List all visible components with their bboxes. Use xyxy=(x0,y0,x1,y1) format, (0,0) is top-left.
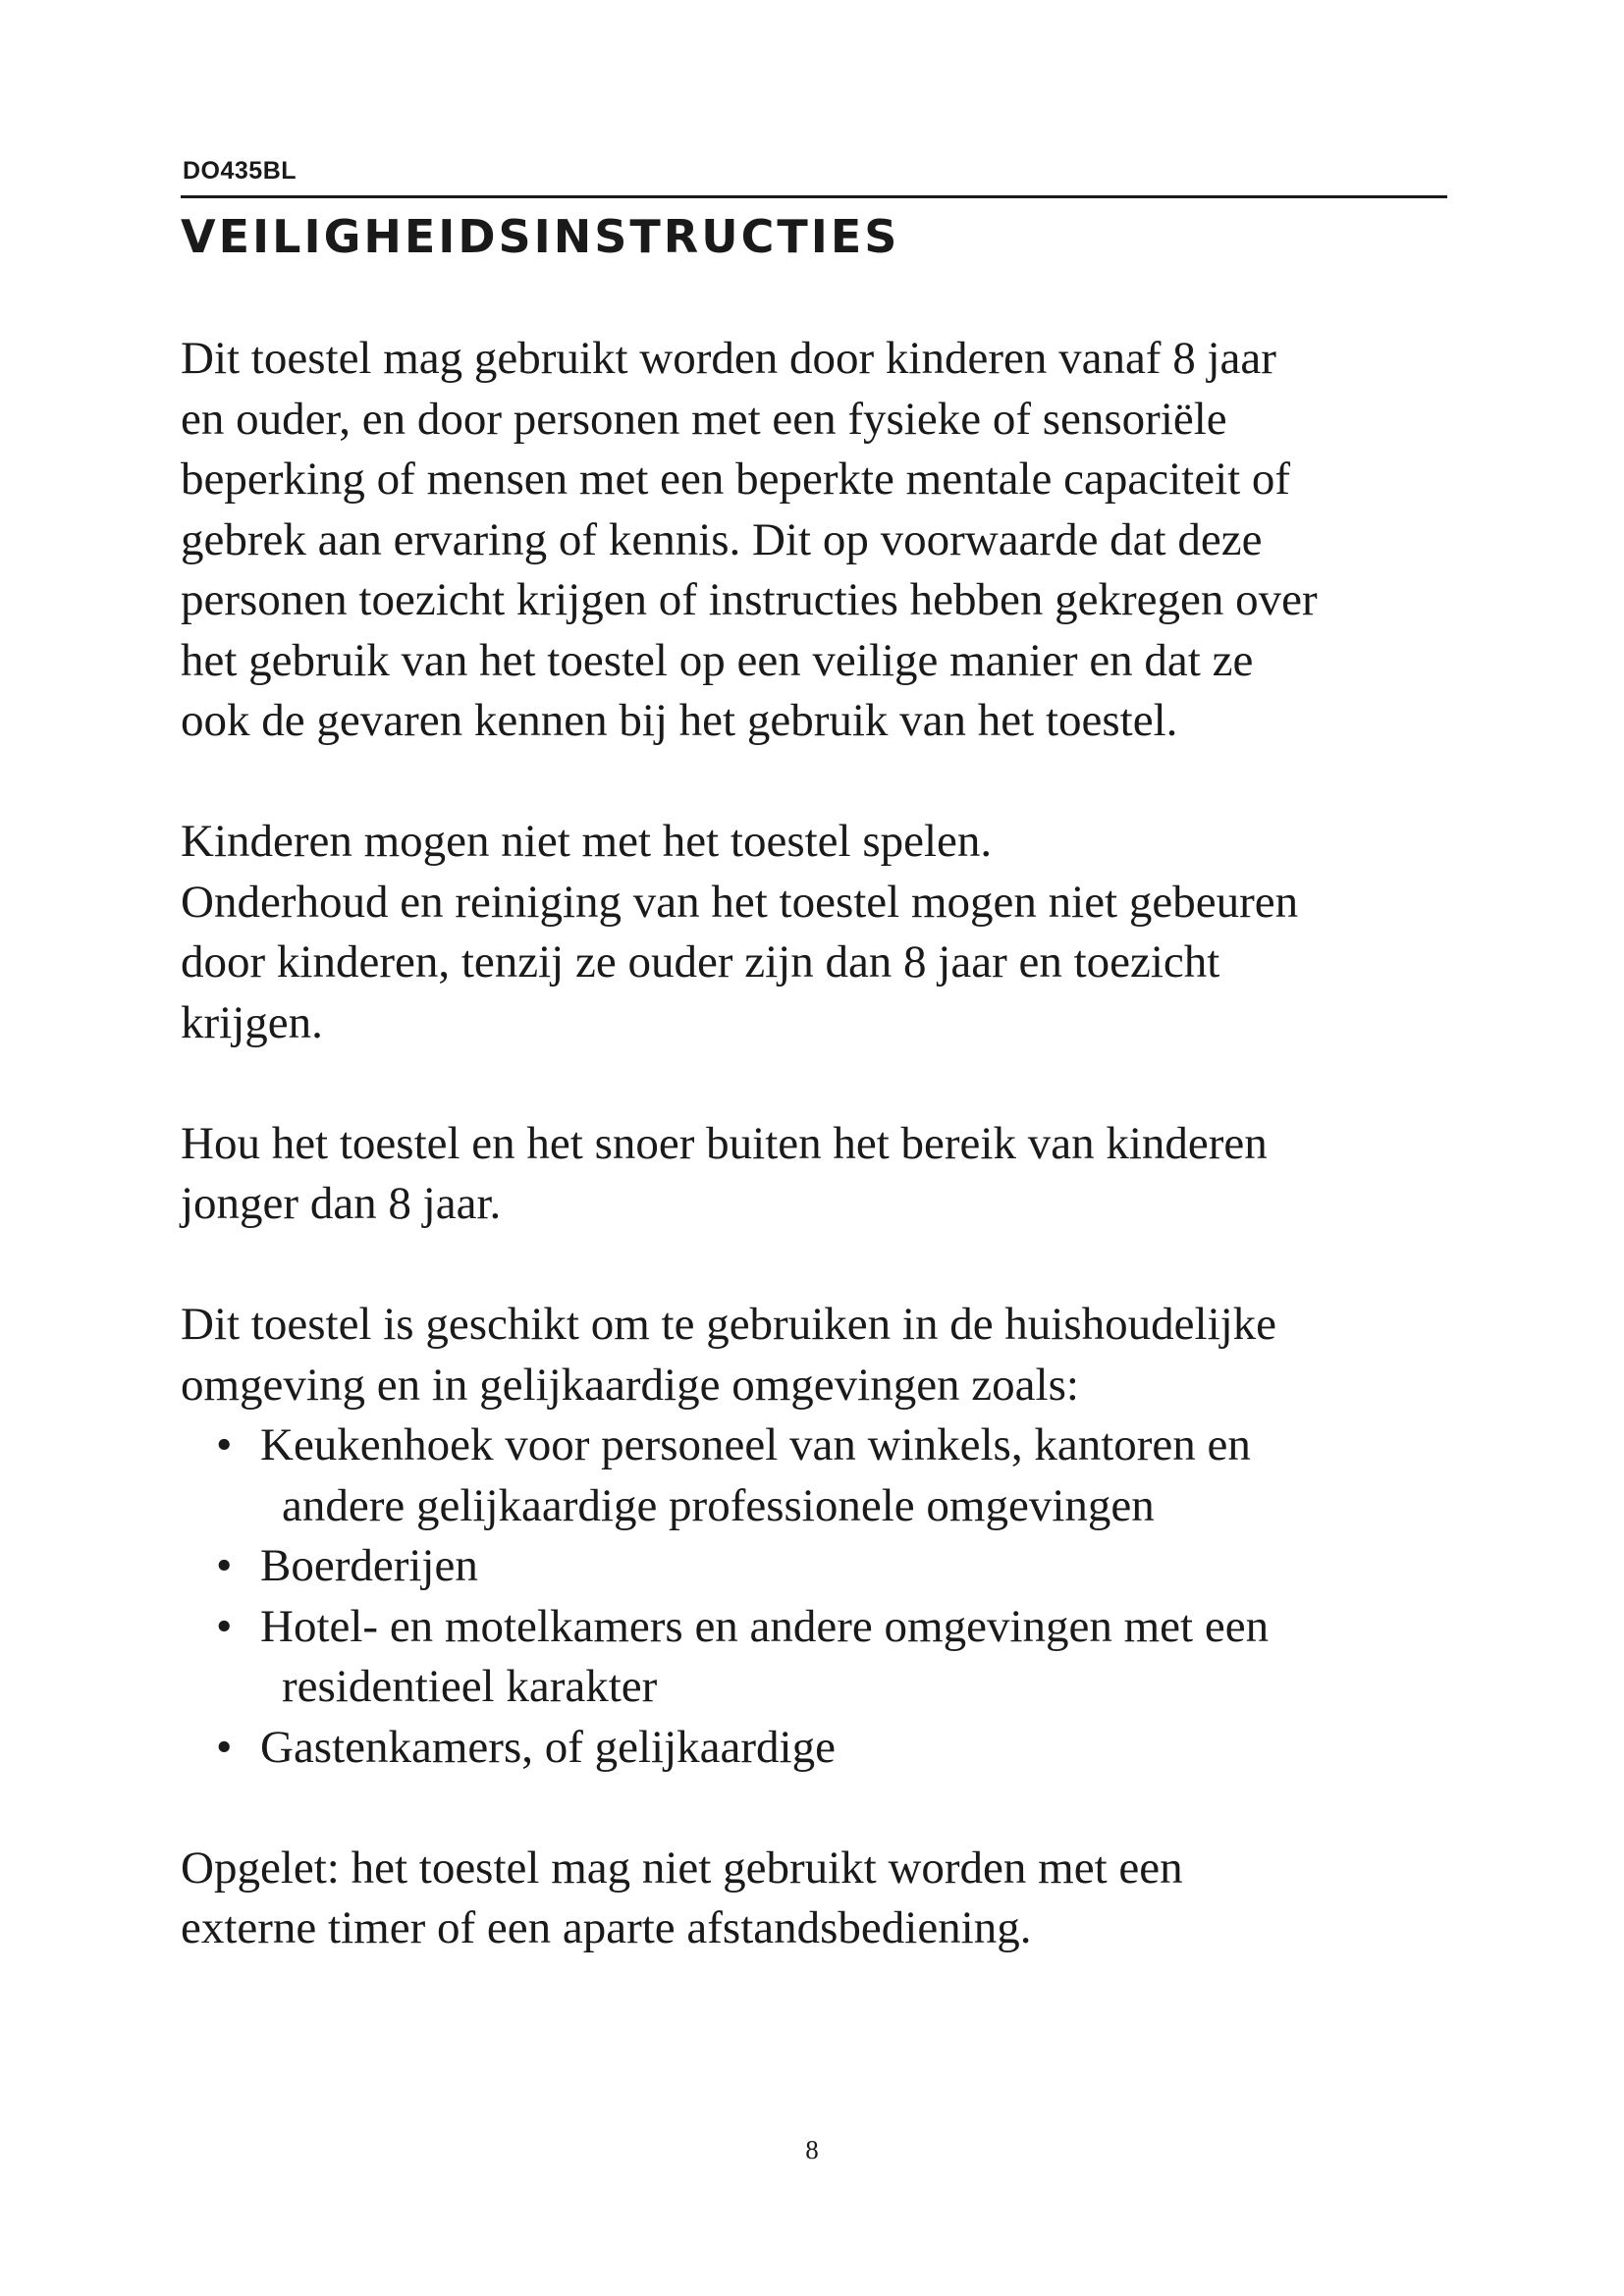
text-line: Hou het toestel en het snoer buiten het bereik van kinderen xyxy=(181,1117,1268,1169)
text-line: door kinderen, tenzij ze ouder zijn dan 8 jaar en toezicht xyxy=(181,936,1220,988)
bullet-icon: • xyxy=(216,1600,233,1652)
page-title: VEILIGHEIDSINSTRUCTIES xyxy=(181,210,900,263)
list-item-text-continued: andere gelijkaardige professionele omgevingen xyxy=(282,1479,1155,1531)
paragraph-cord-reach xyxy=(181,1114,1457,1235)
text-line: personen toezicht krijgen of instructies hebben gekregen over xyxy=(181,574,1318,625)
list-item-text: Hotel- en motelkamers en andere omgevingen met een xyxy=(260,1600,1270,1652)
text-line: krijgen. xyxy=(181,996,323,1048)
list-item xyxy=(181,1718,1457,1779)
paragraph-suitable-environments xyxy=(181,1295,1457,1415)
text-line: Dit toestel is geschikt om te gebruiken in de huishoudelijke xyxy=(181,1299,1277,1350)
page-number: 8 xyxy=(805,2135,819,2164)
text-line: het gebruik van het toestel op een veilige manier en dat ze xyxy=(181,634,1254,686)
text-line: externe timer of een aparte afstandsbediening. xyxy=(181,1902,1032,1953)
bullet-icon: • xyxy=(216,1419,233,1470)
list-item xyxy=(181,1597,1457,1718)
document-body xyxy=(181,329,1457,2019)
bullet-icon: • xyxy=(216,1721,233,1773)
paragraph-usage-conditions xyxy=(181,329,1457,752)
text-line: Kinderen mogen niet met het toestel spelen. xyxy=(181,816,993,867)
text-line: gebrek aan ervaring of kennis. Dit op voorwaarde dat deze xyxy=(181,513,1263,565)
list-item-text: Gastenkamers, of gelijkaardige xyxy=(260,1721,836,1773)
text-line: omgeving en in gelijkaardige omgevingen zoals: xyxy=(181,1359,1079,1411)
text-line: Dit toestel mag gebruikt worden door kinderen vanaf 8 jaar xyxy=(181,333,1276,384)
text-line: beperking of mensen met een beperkte mentale capaciteit of xyxy=(181,454,1291,505)
list-item xyxy=(181,1536,1457,1597)
text-line: jonger dan 8 jaar. xyxy=(181,1178,502,1229)
list-item-text-continued: residentieel karakter xyxy=(282,1661,658,1712)
header-rule xyxy=(181,195,1447,198)
list-item-text: Keukenhoek voor personeel van winkels, kantoren en xyxy=(260,1419,1251,1470)
text-line: Onderhoud en reiniging van het toestel mogen niet gebeuren xyxy=(181,876,1299,928)
paragraph-children-play xyxy=(181,812,1457,1053)
list-item-text: Boerderijen xyxy=(260,1540,478,1591)
text-line: en ouder, en door personen met een fysieke of sensoriële xyxy=(181,393,1227,445)
model-code: DO435BL xyxy=(183,157,298,185)
list-item xyxy=(181,1415,1457,1536)
paragraph-warning-timer xyxy=(181,1839,1457,1959)
environment-list xyxy=(181,1415,1457,1778)
bullet-icon: • xyxy=(216,1540,233,1591)
text-line: ook de gevaren kennen bij het gebruik van het toestel. xyxy=(181,695,1178,746)
text-line: Opgelet: het toestel mag niet gebruikt worden met een xyxy=(181,1842,1183,1894)
